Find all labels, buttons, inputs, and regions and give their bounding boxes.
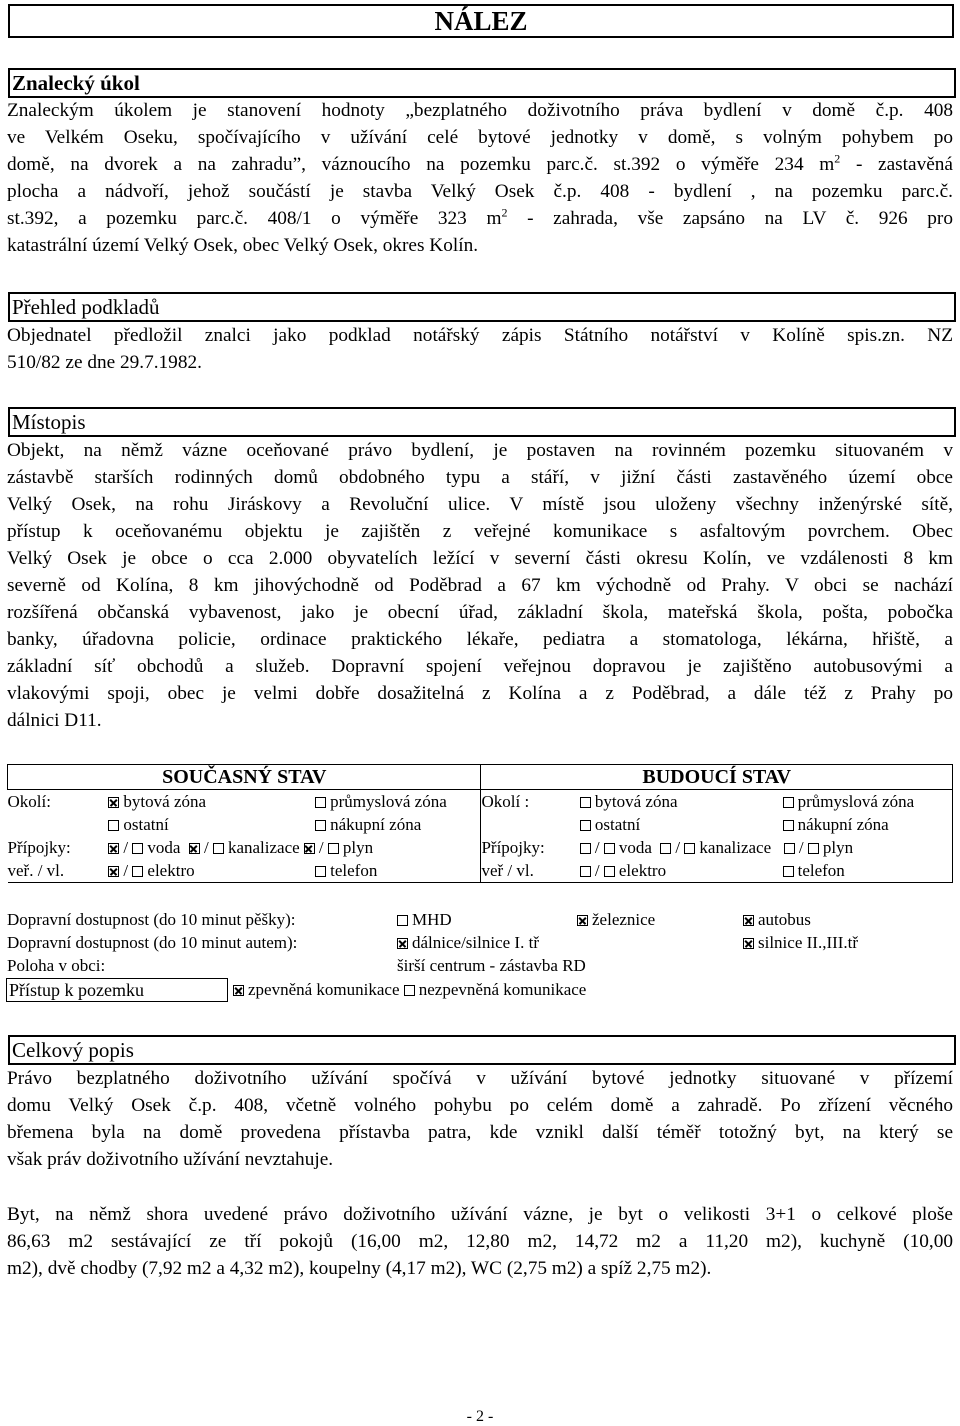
unchecked-box-icon xyxy=(328,843,339,854)
pripojky-label-future: Přípojky: xyxy=(481,838,545,857)
section-heading-ukol: Znalecký úkol xyxy=(8,68,956,98)
fut-prumyslova: průmyslová zóna xyxy=(783,790,953,814)
cur-ostatni: ostatní xyxy=(108,813,315,836)
unchecked-box-icon xyxy=(315,866,326,877)
access-zeleznice: železnice xyxy=(577,908,655,931)
unchecked-box-icon xyxy=(315,820,326,831)
checked-box-icon xyxy=(189,843,200,854)
access-autem-label: Dopravní dostupnost (do 10 minut autem): xyxy=(7,933,298,952)
unchecked-box-icon xyxy=(213,843,224,854)
access-zpevnena: zpevněná komunikace nezpevněná komunikace xyxy=(233,978,586,1001)
checked-box-icon xyxy=(108,866,119,877)
state-table xyxy=(7,764,953,883)
pripojky-label: Přípojky: xyxy=(7,838,71,857)
mistopis-line: Velký Osek je obce o cca 2.000 obyvatelích ležící v severní části okresu Kolín, ve vzdálenosti 8 km xyxy=(7,548,953,569)
popis-line: Byt, na němž shora uvedené právo doživotního užívání vázne, je byt o velikosti 3+1 o celkové ploše xyxy=(7,1204,953,1225)
popis-line: m2), dvě chodby (7,92 m2 a 4,32 m2), koupelny (4,17 m2), WC (2,75 m2) a spíž 2,75 m2). xyxy=(7,1258,712,1279)
access-silnice: silnice II.,III.tř xyxy=(743,931,858,954)
mistopis-line: severně od Kolína, 8 km jihovýchodně od Poděbrad a 67 km východně od Prahy. V obci se nachází xyxy=(7,575,953,596)
checked-box-icon xyxy=(397,938,408,949)
mistopis-line: dálnici D11. xyxy=(7,710,102,731)
unchecked-box-icon xyxy=(397,915,408,926)
podklady-paragraph xyxy=(7,322,953,376)
checked-box-icon xyxy=(108,797,119,808)
ukol-line: st.392, a pozemku parc.č. 408/1 o výměře 323 $m^2$ - zahrada, vše zapsáno na LV č. 926 pro xyxy=(7,205,953,229)
popis-line: 86,63 m2 sestávající ze tří pokojů (16,00 m2, 12,80 m2, 14,72 m2 a 11,20 m2), kuchyně (10,00 xyxy=(7,1231,953,1252)
ukol-line: domě, na dvorek a na zahradu”, váznoucího na pozemku parc.č. st.392 o výměře 234 $m^2$ - zastavěná xyxy=(7,151,953,175)
fut-elektro: / elektro xyxy=(580,859,783,883)
access-pesky-label: Dopravní dostupnost (do 10 minut pěšky): xyxy=(7,910,296,929)
ukol-line: katastrální území Velký Osek, obec Velký Osek, okres Kolín. xyxy=(7,235,479,256)
ukol-line: Znaleckým úkolem je stanovení hodnoty „bezplatného doživotního práva bydlení v domě č.p. 408 xyxy=(7,100,953,121)
checked-box-icon xyxy=(233,985,244,996)
unchecked-box-icon xyxy=(108,820,119,831)
access-autobus: autobus xyxy=(743,908,811,931)
mistopis-line: vlakovými spoji, obec je velmi dobře dosažitelná z Kolína a z Poděbrad, a dále též z Prahy po xyxy=(7,683,953,704)
podklady-line: 510/82 ze dne 29.7.1982. xyxy=(7,352,202,373)
unchecked-box-icon xyxy=(315,797,326,808)
unchecked-box-icon xyxy=(684,843,695,854)
unchecked-box-icon xyxy=(404,985,415,996)
ukol-paragraph xyxy=(7,97,953,259)
fut-telefon: telefon xyxy=(783,859,953,883)
checked-box-icon xyxy=(743,938,754,949)
mistopis-line: rozšířená občanská vybavenost, jako je obecní úřad, základní škola, mateřská škola, pošta, pobočka xyxy=(7,602,953,623)
mistopis-line: zástavbě starších rodinných domů obdobného typu a stáří, v jižní části zastavěného území obce xyxy=(7,467,953,488)
fut-bytova: bytová zóna xyxy=(580,790,783,814)
fut-nakupni: nákupní zóna xyxy=(783,813,953,836)
unchecked-box-icon xyxy=(132,843,143,854)
unchecked-box-icon xyxy=(132,866,143,877)
section-heading-mistopis: Místopis xyxy=(8,407,956,437)
ver-label-future: veř / vl. xyxy=(481,859,580,883)
popis-line: břemena byla na domě provedena přístavba patra, kde vznikl další téměř totožný byt, na který se xyxy=(7,1122,953,1143)
page-title: NÁLEZ xyxy=(8,4,954,38)
checked-box-icon xyxy=(577,915,588,926)
cur-pripojky: / voda / kanalizace / plyn xyxy=(108,836,481,859)
ver-label: veř. / vl. xyxy=(8,859,109,883)
checked-box-icon xyxy=(108,843,119,854)
popis-paragraph-2 xyxy=(7,1201,953,1282)
unchecked-box-icon xyxy=(580,820,591,831)
section-heading-podklady: Přehled podkladů xyxy=(8,292,956,322)
okoli-label: Okolí: xyxy=(7,792,51,811)
popis-paragraph xyxy=(7,1065,953,1173)
podklady-line: Objednatel předložil znalci jako podklad notářský zápis Státního notářství v Kolíně spis.zn. NZ xyxy=(7,325,953,346)
fut-pripojky: / voda / kanalizace / plyn xyxy=(580,836,953,859)
ukol-line: ve Velkém Oseku, spočívajícího v užívání celé bytové jednotky v domě, s volným pohybem po xyxy=(7,127,953,148)
future-state-title: BUDOUCÍ STAV xyxy=(481,765,953,790)
mistopis-line: Velký Osek, na rohu Jiráskovy a Revoluční ulice. V místě jsou uloženy všechny inženýrské sítě, xyxy=(7,494,953,515)
unchecked-box-icon xyxy=(783,797,794,808)
okoli-label-future: Okolí : xyxy=(481,792,530,811)
popis-line: Právo bezplatného doživotního užívání spočívá v užívání bytové jednotky situované v přízemí xyxy=(7,1068,953,1089)
unchecked-box-icon xyxy=(808,843,819,854)
mistopis-line: přístup k oceňovanému objektu je zajištěn z veřejné komunikace s asfaltovým povrchem. Obec xyxy=(7,521,953,542)
cur-telefon: telefon xyxy=(315,859,481,883)
cur-nakupni: nákupní zóna xyxy=(315,813,481,836)
popis-line: však práv doživotního užívání nevztahuje. xyxy=(7,1149,334,1170)
unchecked-box-icon xyxy=(580,843,591,854)
access-mhd: MHD xyxy=(397,908,452,931)
ukol-line: plocha a nádvoří, jehož součástí je stavba Velký Osek č.p. 408 - bydlení , na pozemku parc.č. xyxy=(7,181,953,202)
checked-box-icon xyxy=(743,915,754,926)
fut-ostatni: ostatní xyxy=(580,813,783,836)
unchecked-box-icon xyxy=(783,820,794,831)
unchecked-box-icon xyxy=(604,866,615,877)
access-dalnice: dálnice/silnice I. tř xyxy=(397,931,539,954)
checked-box-icon xyxy=(304,843,315,854)
mistopis-paragraph xyxy=(7,437,953,734)
cur-prumyslova: průmyslová zóna xyxy=(315,790,481,814)
unchecked-box-icon xyxy=(580,866,591,877)
popis-line: domu Velký Osek č.p. 408, včetně volného pohybu po celém domě a zahradě. Po zřízení věcného xyxy=(7,1095,953,1116)
cur-elektro: / elektro xyxy=(108,859,315,883)
mistopis-line: banky, úřadovna policie, ordinace praktického lékaře, pediatra a stomatologa, lékárna, hřiště, a xyxy=(7,629,953,650)
unchecked-box-icon xyxy=(784,843,795,854)
unchecked-box-icon xyxy=(580,797,591,808)
unchecked-box-icon xyxy=(783,866,794,877)
poloha-label: Poloha v obci: xyxy=(7,956,106,975)
mistopis-line: základní síť obchodů a služeb. Dopravní spojení veřejnou dopravou je zajištěno autobusovými a xyxy=(7,656,953,677)
current-state-title: SOUČASNÝ STAV xyxy=(8,765,481,790)
mistopis-line: Objekt, na němž vázne oceňované právo bydlení, je postaven na rovinném pozemku situovaném v xyxy=(7,440,953,461)
unchecked-box-icon xyxy=(660,843,671,854)
section-heading-popis: Celkový popis xyxy=(8,1035,956,1065)
pristup-label: Přístup k pozemku xyxy=(6,978,228,1002)
cur-bytova: bytová zóna xyxy=(108,790,315,814)
poloha-value: širší centrum - zástavba RD xyxy=(397,956,586,975)
unchecked-box-icon xyxy=(604,843,615,854)
page-number: - 2 - xyxy=(466,1408,494,1425)
